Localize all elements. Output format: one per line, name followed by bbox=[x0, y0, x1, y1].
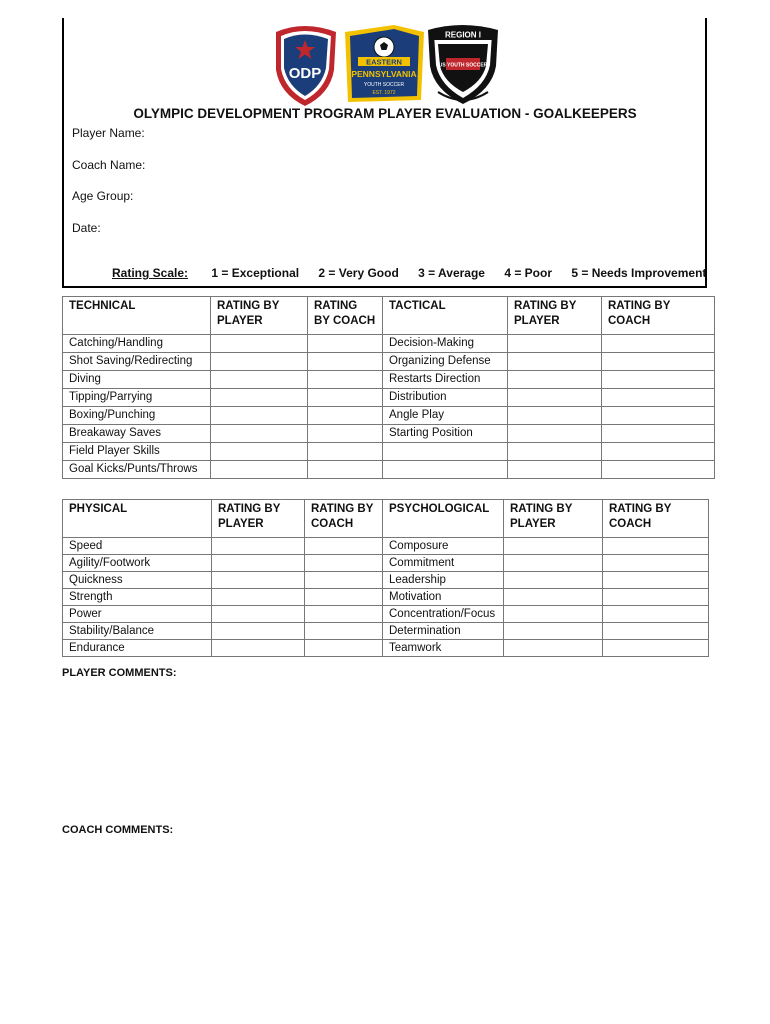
rating-by-player-cell[interactable] bbox=[211, 353, 308, 371]
rating-by-player-cell[interactable] bbox=[508, 425, 602, 443]
rating-by-coach-cell[interactable] bbox=[308, 407, 383, 425]
table-header-cell: RATING BY PLAYER bbox=[504, 500, 603, 538]
rating-by-coach-cell[interactable] bbox=[603, 572, 709, 589]
rating-by-player-cell[interactable] bbox=[504, 606, 603, 623]
age-group-label: Age Group: bbox=[72, 189, 134, 203]
frame-right-border bbox=[705, 18, 707, 288]
skill-label: Power bbox=[63, 606, 212, 623]
rating-by-coach-cell[interactable] bbox=[308, 389, 383, 407]
table-row bbox=[63, 335, 715, 353]
table-row bbox=[63, 555, 709, 572]
skill-label: Strength bbox=[63, 589, 212, 606]
skill-label: Speed bbox=[63, 538, 212, 555]
epa-text-pennsylvania: PENNSYLVANIA bbox=[351, 69, 417, 79]
table-header-cell: TECHNICAL bbox=[63, 297, 211, 335]
region-logo-text: REGION I bbox=[444, 30, 482, 40]
rating-by-coach-cell[interactable] bbox=[602, 461, 715, 479]
odp-logo bbox=[276, 26, 336, 106]
date-label: Date: bbox=[72, 221, 101, 235]
table-header-cell: RATING BY COACH bbox=[305, 500, 383, 538]
rating-by-player-cell[interactable] bbox=[211, 425, 308, 443]
table-header-cell: RATING BY PLAYER bbox=[212, 500, 305, 538]
rating-by-coach-cell[interactable] bbox=[308, 461, 383, 479]
rating-by-player-cell[interactable] bbox=[504, 538, 603, 555]
table-row bbox=[63, 371, 715, 389]
skill-label: Shot Saving/Redirecting bbox=[63, 353, 211, 371]
rating-by-coach-cell[interactable] bbox=[305, 572, 383, 589]
rating-by-coach-cell[interactable] bbox=[305, 589, 383, 606]
page-title: OLYMPIC DEVELOPMENT PROGRAM PLAYER EVALUATION - GOALKEEPERS bbox=[133, 106, 637, 121]
skill-label: Stability/Balance bbox=[63, 623, 212, 640]
rating-scale-item: 5 = Needs Improvement bbox=[571, 266, 707, 280]
epa-text-youth-soccer: YOUTH SOCCER bbox=[363, 82, 405, 88]
rating-by-coach-cell[interactable] bbox=[603, 555, 709, 572]
rating-by-coach-cell[interactable] bbox=[603, 623, 709, 640]
skill-label: Tipping/Parrying bbox=[63, 389, 211, 407]
skill-label: Determination bbox=[383, 623, 504, 640]
rating-by-player-cell[interactable] bbox=[211, 371, 308, 389]
skill-label: Motivation bbox=[383, 589, 504, 606]
coach-name-label: Coach Name: bbox=[72, 158, 146, 172]
region-one-logo bbox=[428, 25, 498, 104]
skill-label: Distribution bbox=[383, 389, 508, 407]
player-name-label: Player Name: bbox=[72, 126, 145, 140]
rating-by-coach-cell[interactable] bbox=[308, 443, 383, 461]
table-header-cell: RATING BY COACH bbox=[602, 297, 715, 335]
rating-by-coach-cell[interactable] bbox=[602, 407, 715, 425]
rating-by-player-cell[interactable] bbox=[504, 589, 603, 606]
rating-by-coach-cell[interactable] bbox=[602, 371, 715, 389]
rating-scale-item: 2 = Very Good bbox=[318, 266, 399, 280]
skill-label: Concentration/Focus bbox=[383, 606, 504, 623]
table-row bbox=[63, 389, 715, 407]
eastern-pennsylvania-logo bbox=[345, 25, 424, 102]
rating-by-coach-cell[interactable] bbox=[308, 353, 383, 371]
physical-psychological-table bbox=[62, 499, 709, 657]
skill-label: Breakaway Saves bbox=[63, 425, 211, 443]
rating-by-player-cell[interactable] bbox=[508, 335, 602, 353]
frame-bottom-border bbox=[62, 286, 707, 288]
rating-scale-item: 4 = Poor bbox=[504, 266, 552, 280]
table-row bbox=[63, 589, 709, 606]
rating-by-player-cell[interactable] bbox=[508, 353, 602, 371]
header-logos bbox=[272, 22, 504, 108]
table-header-cell: RATING BY COACH bbox=[603, 500, 709, 538]
skill-label: Starting Position bbox=[383, 425, 508, 443]
table-row bbox=[63, 425, 715, 443]
rating-by-player-cell[interactable] bbox=[211, 443, 308, 461]
skill-label: Diving bbox=[63, 371, 211, 389]
rating-by-coach-cell[interactable] bbox=[602, 425, 715, 443]
table-row bbox=[63, 606, 709, 623]
rating-scale bbox=[112, 266, 706, 280]
rating-by-coach-cell[interactable] bbox=[603, 589, 709, 606]
coach-comments-label: COACH COMMENTS: bbox=[62, 824, 174, 836]
table-header-cell: RATING BY PLAYER bbox=[211, 297, 308, 335]
table-row bbox=[63, 538, 709, 555]
table-row bbox=[63, 623, 709, 640]
skill-label: Angle Play bbox=[383, 407, 508, 425]
rating-by-player-cell[interactable] bbox=[508, 407, 602, 425]
technical-tactical-table bbox=[62, 296, 715, 479]
rating-by-player-cell[interactable] bbox=[508, 461, 602, 479]
table-row bbox=[63, 443, 715, 461]
rating-by-coach-cell[interactable] bbox=[602, 353, 715, 371]
skill-label: Agility/Footwork bbox=[63, 555, 212, 572]
rating-by-player-cell[interactable] bbox=[504, 623, 603, 640]
rating-scale-item: 3 = Average bbox=[418, 266, 485, 280]
rating-by-player-cell[interactable] bbox=[508, 389, 602, 407]
rating-by-coach-cell[interactable] bbox=[602, 335, 715, 353]
table-row bbox=[63, 461, 715, 479]
table-row bbox=[63, 353, 715, 371]
rating-by-coach-cell[interactable] bbox=[308, 425, 383, 443]
skill-label: Teamwork bbox=[383, 640, 504, 657]
skill-label: Field Player Skills bbox=[63, 443, 211, 461]
rating-by-coach-cell[interactable] bbox=[305, 640, 383, 657]
rating-scale-item: 1 = Exceptional bbox=[211, 266, 300, 280]
rating-by-player-cell[interactable] bbox=[212, 589, 305, 606]
player-comments-label: PLAYER COMMENTS: bbox=[62, 667, 177, 679]
rating-by-player-cell[interactable] bbox=[504, 640, 603, 657]
rating-by-coach-cell[interactable] bbox=[603, 640, 709, 657]
epa-text-est: EST. 1972 bbox=[372, 90, 396, 96]
skill-label: Catching/Handling bbox=[63, 335, 211, 353]
rating-by-coach-cell[interactable] bbox=[305, 606, 383, 623]
rating-by-coach-cell[interactable] bbox=[305, 623, 383, 640]
skill-label: Composure bbox=[383, 538, 504, 555]
odp-logo-text: ODP bbox=[288, 65, 322, 82]
epa-text-eastern: EASTERN bbox=[366, 57, 402, 67]
skill-label: Leadership bbox=[383, 572, 504, 589]
table-header-cell: TACTICAL bbox=[383, 297, 508, 335]
frame-left-border bbox=[62, 18, 64, 288]
table-row bbox=[63, 640, 709, 657]
rating-by-coach-cell[interactable] bbox=[305, 555, 383, 572]
skill-label: Organizing Defense bbox=[383, 353, 508, 371]
table-header-cell: RATING BY COACH bbox=[308, 297, 383, 335]
skill-label: Commitment bbox=[383, 555, 504, 572]
rating-by-player-cell[interactable] bbox=[211, 335, 308, 353]
rating-by-coach-cell[interactable] bbox=[603, 606, 709, 623]
rating-scale-label: Rating Scale: bbox=[112, 266, 189, 280]
table-header-cell: RATING BY PLAYER bbox=[508, 297, 602, 335]
skill-label bbox=[383, 461, 508, 479]
skill-label: Boxing/Punching bbox=[63, 407, 211, 425]
skill-label: Quickness bbox=[63, 572, 212, 589]
rating-by-player-cell[interactable] bbox=[211, 407, 308, 425]
rating-by-coach-cell[interactable] bbox=[602, 443, 715, 461]
rating-by-player-cell[interactable] bbox=[212, 640, 305, 657]
rating-by-coach-cell[interactable] bbox=[308, 335, 383, 353]
rating-by-player-cell[interactable] bbox=[211, 461, 308, 479]
rating-by-player-cell[interactable] bbox=[212, 555, 305, 572]
skill-label: Restarts Direction bbox=[383, 371, 508, 389]
table-row bbox=[63, 572, 709, 589]
table-header-row bbox=[63, 297, 715, 335]
skill-label bbox=[383, 443, 508, 461]
table-header-row bbox=[63, 500, 709, 538]
rating-by-player-cell[interactable] bbox=[508, 443, 602, 461]
rating-by-player-cell[interactable] bbox=[212, 538, 305, 555]
rating-by-player-cell[interactable] bbox=[212, 572, 305, 589]
skill-label: Decision-Making bbox=[383, 335, 508, 353]
rating-by-player-cell[interactable] bbox=[212, 623, 305, 640]
rating-by-coach-cell[interactable] bbox=[308, 371, 383, 389]
skill-label: Endurance bbox=[63, 640, 212, 657]
rating-by-player-cell[interactable] bbox=[504, 572, 603, 589]
rating-by-coach-cell[interactable] bbox=[602, 389, 715, 407]
rating-by-player-cell[interactable] bbox=[508, 371, 602, 389]
table-row bbox=[63, 407, 715, 425]
rating-by-player-cell[interactable] bbox=[211, 389, 308, 407]
rating-by-coach-cell[interactable] bbox=[603, 538, 709, 555]
rating-by-player-cell[interactable] bbox=[504, 555, 603, 572]
table-header-cell: PSYCHOLOGICAL bbox=[383, 500, 504, 538]
rating-by-player-cell[interactable] bbox=[212, 606, 305, 623]
us-youth-soccer-text: US YOUTH SOCCER bbox=[438, 62, 488, 69]
skill-label: Goal Kicks/Punts/Throws bbox=[63, 461, 211, 479]
rating-by-coach-cell[interactable] bbox=[305, 538, 383, 555]
table-header-cell: PHYSICAL bbox=[63, 500, 212, 538]
